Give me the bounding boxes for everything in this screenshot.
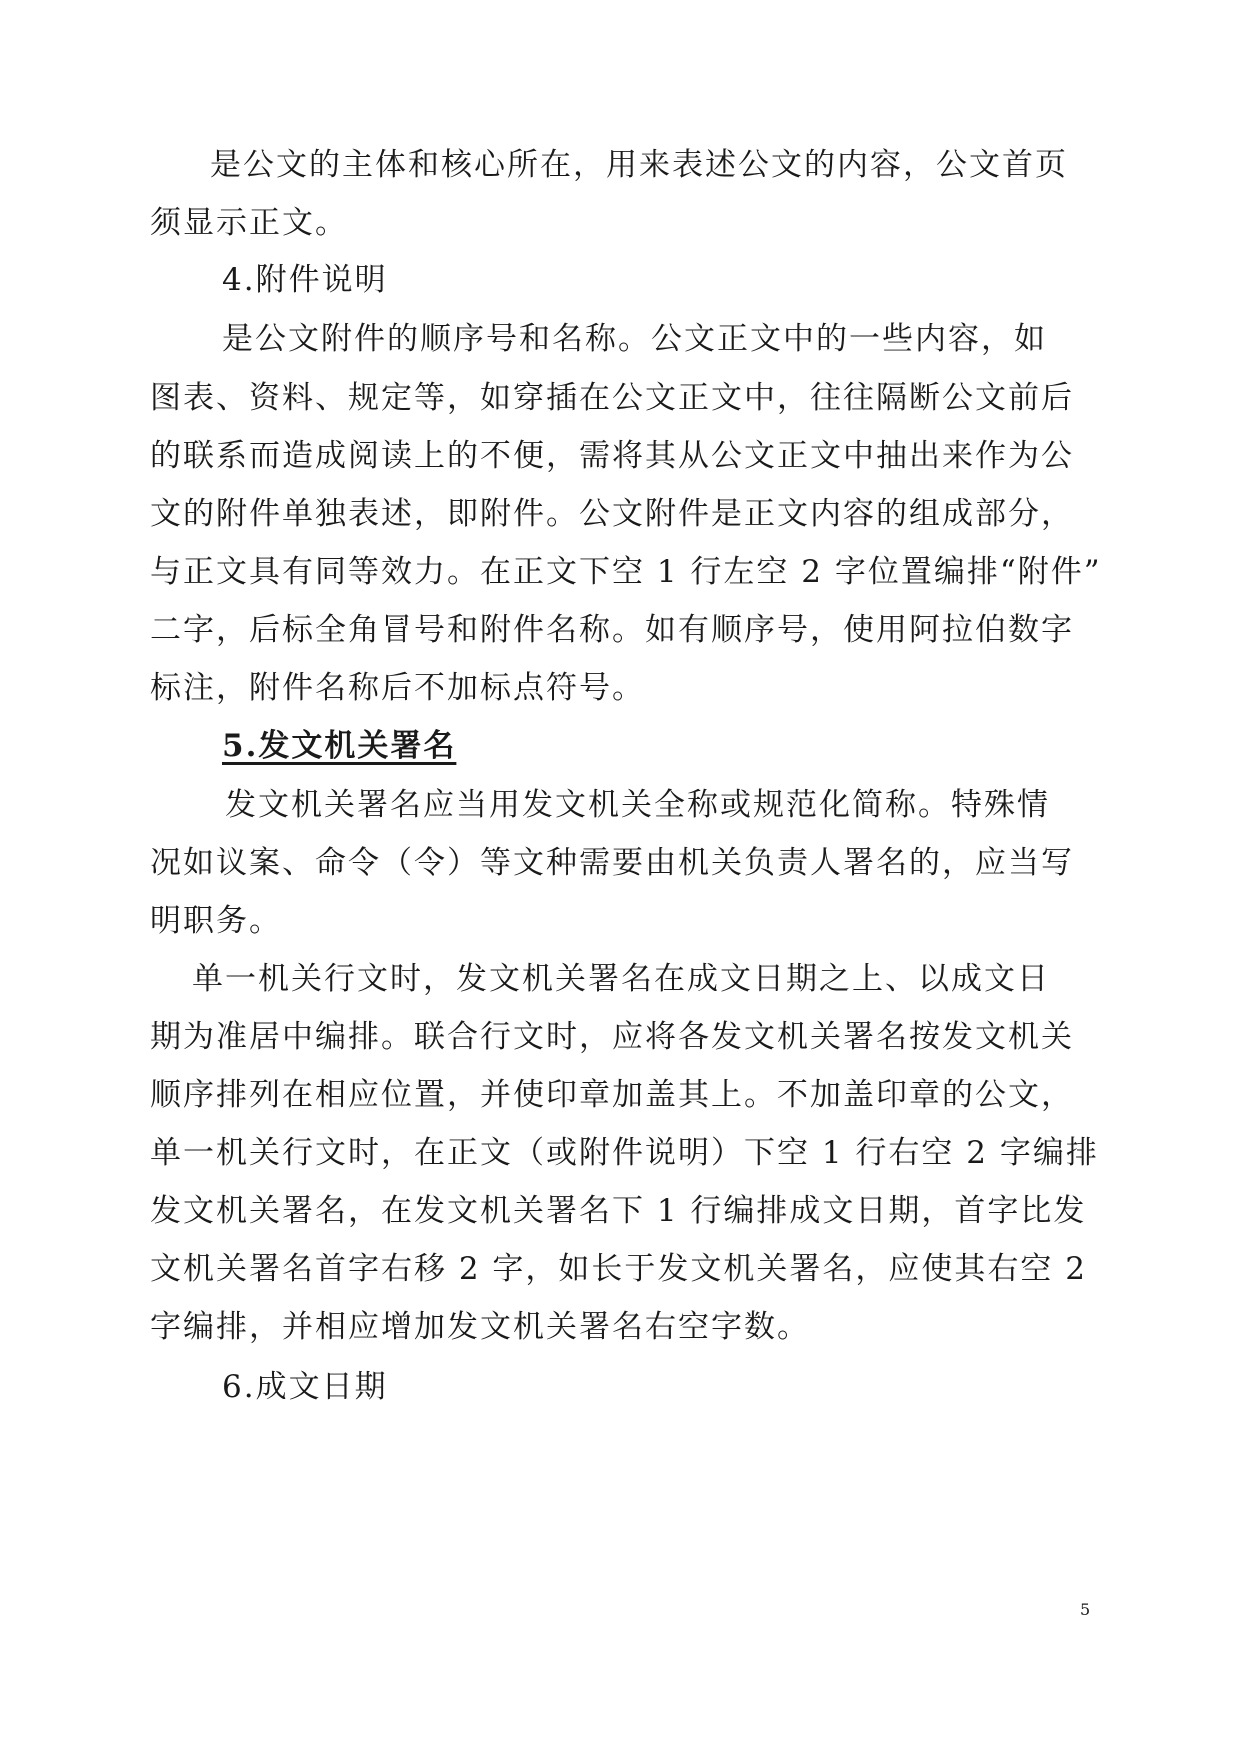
paragraph-line: 的联系而造成阅读上的不便，需将其从公文正文中抽出来作为公	[150, 438, 1074, 474]
paragraph-line: 顺序排列在相应位置，并使印章加盖其上。不加盖印章的公文，	[150, 1077, 1074, 1113]
paragraph-line: 字编排，并相应增加发文机关署名右空字数。	[150, 1309, 810, 1345]
paragraph-line: 标注，附件名称后不加标点符号。	[150, 670, 645, 706]
paragraph-line: 文机关署名首字右移 2 字，如长于发文机关署名，应使其右空 2	[150, 1251, 1088, 1287]
paragraph-line: 发文机关署名，在发文机关署名下 1 行编排成文日期，首字比发	[150, 1193, 1087, 1229]
section-heading-signature: 5.发文机关署名	[222, 728, 457, 764]
paragraph-line: 文的附件单独表述，即附件。公文附件是正文内容的组成部分，	[150, 496, 1074, 532]
page-number: 5	[1080, 1600, 1091, 1619]
paragraph-line: 与正文具有同等效力。在正文下空 1 行左空 2 字位置编排“附件”	[150, 554, 1102, 590]
paragraph-line: 二字，后标全角冒号和附件名称。如有顺序号，使用阿拉伯数字	[150, 612, 1074, 648]
paragraph-line: 期为准居中编排。联合行文时，应将各发文机关署名按发文机关	[150, 1019, 1074, 1055]
paragraph-line: 是公文附件的顺序号和名称。公文正文中的一些内容，如	[222, 321, 1047, 357]
paragraph-line: 明职务。	[150, 903, 282, 939]
paragraph-line: 发文机关署名应当用发文机关全称或规范化简称。特殊情	[225, 787, 1050, 823]
paragraph-line: 单一机关行文时，发文机关署名在成文日期之上、以成文日	[192, 961, 1050, 997]
paragraph-line: 况如议案、命令（令）等文种需要由机关负责人署名的，应当写	[150, 845, 1074, 881]
paragraph-line: 单一机关行文时，在正文（或附件说明）下空 1 行右空 2 字编排	[150, 1135, 1099, 1171]
paragraph-line: 须显示正文。	[150, 205, 348, 241]
paragraph-line: 是公文的主体和核心所在，用来表述公文的内容，公文首页	[210, 147, 1068, 183]
section-heading-attachment: 4.附件说明	[222, 262, 388, 298]
paragraph-line: 图表、资料、规定等，如穿插在公文正文中，往往隔断公文前后	[150, 380, 1074, 416]
section-heading-date: 6.成文日期	[222, 1369, 388, 1405]
